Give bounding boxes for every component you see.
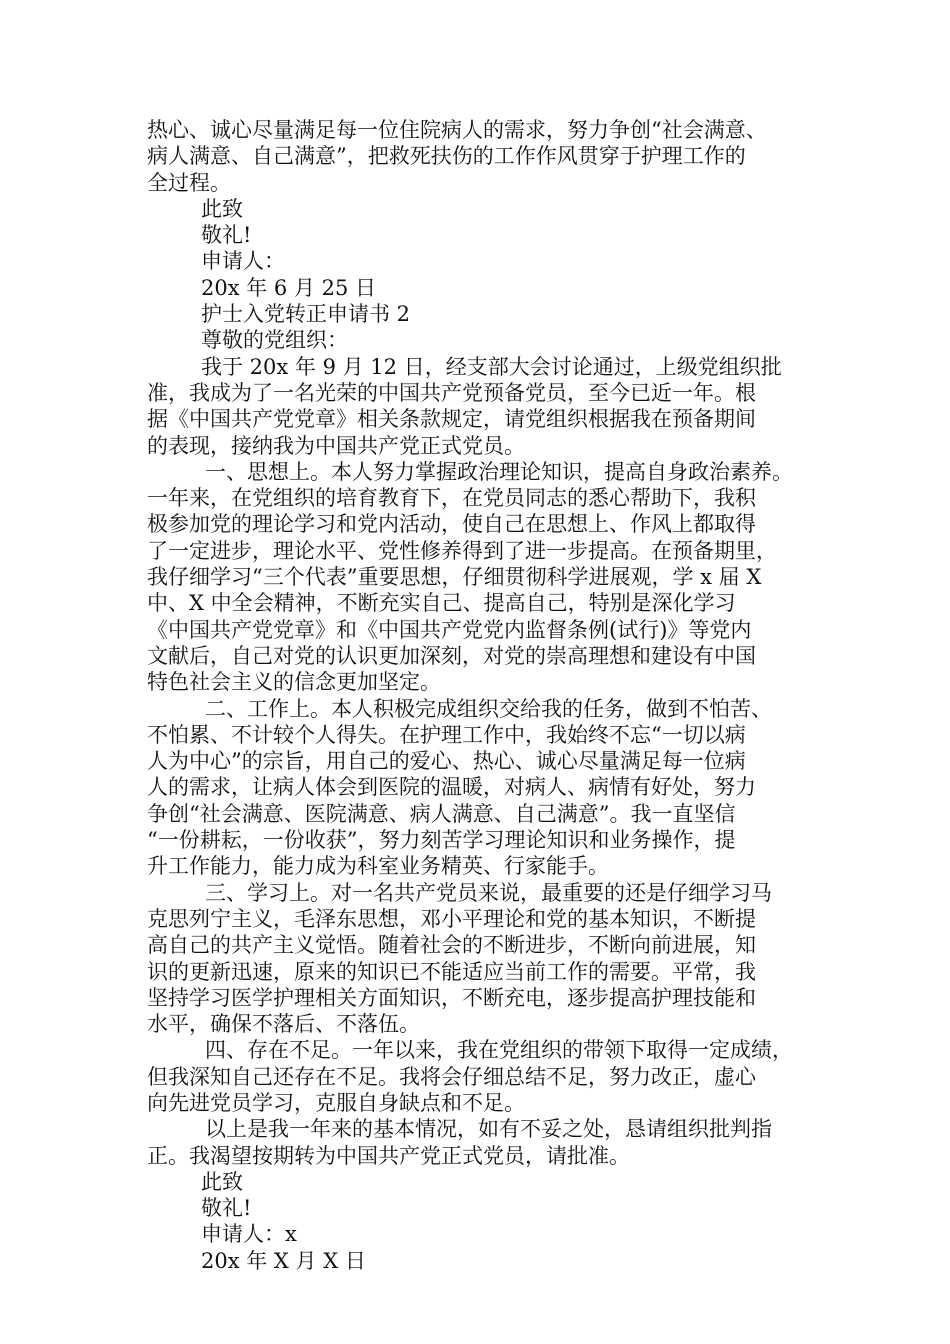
document-line: 《中国共产党党章》和《中国共产党党内监督条例(试行)》等党内 (147, 617, 752, 642)
document-line: 敬礼! (201, 223, 252, 248)
document-line: 人为中心”的宗旨，用自己的爱心、热心、诚心尽量满足每一位病 (147, 749, 746, 774)
document-line: 以上是我一年来的基本情况，如有不妥之处，恳请组织批判指 (205, 1117, 772, 1142)
document-line: 热心、诚心尽量满足每一位住院病人的需求，努力争创“社会满意、 (147, 118, 767, 142)
document-line: 三、学习上。对一名共产党员来说，最重要的还是仔细学习马 (205, 880, 772, 905)
document-line: 尊敬的党组织： (201, 328, 348, 353)
document-line: 文献后，自己对党的认识更加深刻，对党的崇高理想和建设有中国 (147, 643, 756, 668)
document-line: 此致 (201, 196, 243, 221)
document-line: 病人满意、自己满意”，把救死扶伤的工作作风贯穿于护理工作的 (147, 144, 746, 169)
document-line: 克思列宁主义，毛泽东思想，邓小平理论和党的基本知识，不断提 (147, 906, 756, 931)
document-line: 一年来，在党组织的培育教育下，在党员同志的悉心帮助下，我积 (147, 486, 756, 511)
document-line: 20x 年 6 月 25 日 (201, 275, 377, 300)
document-body (147, 117, 823, 1274)
document-line: 的表现，接纳我为中国共产党正式党员。 (147, 433, 525, 458)
document-line: 四、存在不足。一年以来，我在党组织的带领下取得一定成绩， (205, 1038, 793, 1063)
document-line: 我于 20x 年 9 月 12 日，经支部大会讨论通过，上级党组织批 (201, 354, 782, 379)
document-line: 识的更新迅速，原来的知识已不能适应当前工作的需要。平常，我 (147, 959, 756, 984)
document-line: 20x 年 X 月 X 日 (201, 1248, 366, 1273)
document-line: 高自己的共产主义觉悟。随着社会的不断进步，不断向前进展，知 (147, 933, 756, 958)
document-line: 不怕累、不计较个人得失。在护理工作中，我始终不忘“一切以病 (147, 722, 746, 747)
document-line: 升工作能力，能力成为科室业务精英、行家能手。 (147, 854, 609, 879)
document-line: 准，我成为了一名光荣的中国共产党预备党员，至今已近一年。根 (147, 380, 756, 405)
document-line: 敬礼! (201, 1196, 252, 1221)
document-line: 我仔细学习“三个代表”重要思想，仔细贯彻科学进展观，学 x 届 X (147, 565, 762, 590)
document-line: 向先进党员学习，克服自身缺点和不足。 (147, 1090, 525, 1115)
document-line: 此致 (201, 1169, 243, 1194)
document-line: 正。我渴望按期转为中国共产党正式党员，请批准。 (147, 1143, 630, 1168)
document-line: 护士入党转正申请书 2 (201, 302, 411, 327)
document-line: 二、工作上。本人积极完成组织交给我的任务，做到不怕苦、 (205, 696, 772, 721)
document-line: 特色社会主义的信念更加坚定。 (147, 670, 441, 695)
document-line: 了一定进步，理论水平、党性修养得到了进一步提高。在预备期里， (147, 538, 777, 563)
document-line: 水平，确保不落后、不落伍。 (147, 1012, 420, 1037)
document-line: 人的需求，让病人体会到医院的温暖，对病人、病情有好处，努力 (147, 775, 756, 800)
document-line: 中、X 中全会精神，不断充实自己、提高自己，特别是深化学习 (147, 591, 736, 616)
document-line: 争创“社会满意、医院满意、病人满意、自己满意”。我一直坚信 (147, 801, 736, 826)
document-line: 据《中国共产党党章》相关条款规定，请党组织根据我在预备期间 (147, 407, 756, 432)
document-line: 极参加党的理论学习和党内活动，使自己在思想上、作风上都取得 (147, 512, 756, 537)
document-line: “一份耕耘，一份收获”，努力刻苦学习理论知识和业务操作，提 (147, 828, 736, 853)
document-line: 一、思想上。本人努力掌握政治理论知识，提高自身政治素养。 (205, 459, 793, 484)
document-line: 坚持学习医学护理相关方面知识，不断充电，逐步提高护理技能和 (147, 985, 756, 1010)
document-line: 全过程。 (147, 170, 231, 195)
document-line: 但我深知自己还存在不足。我将会仔细总结不足，努力改正，虚心 (147, 1064, 756, 1089)
document-line: 申请人：x (201, 1222, 297, 1247)
document-line: 申请人： (201, 249, 285, 274)
